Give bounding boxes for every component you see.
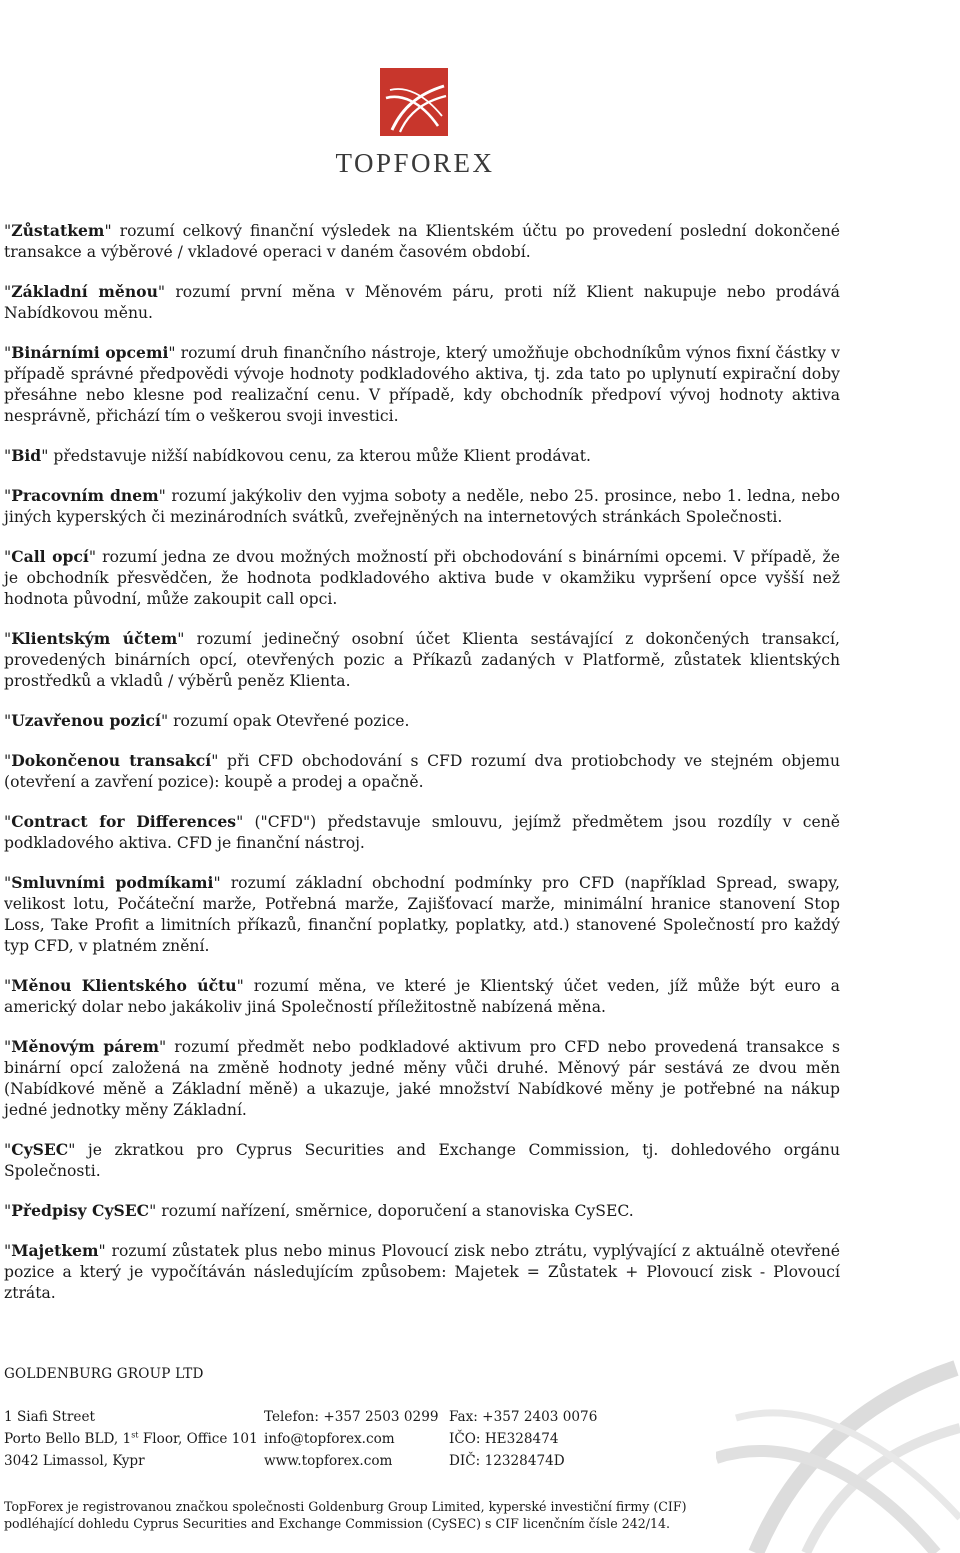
definition-item: "Klientským účtem" rozumí jedinečný osobní účet Klienta sestávající z dokončených transakcí, provedených binárních opcí, otevřených pozic a Příkazů zadaných v Platformě, zůstatek klientských prostředků a vkladů / výběrů peněz Klienta.	[4, 629, 840, 690]
definition-item: "CySEC" je zkratkou pro Cyprus Securities and Exchange Commission, tj. dohledového orgánu Společnosti.	[4, 1140, 840, 1180]
definition-term: Měnovým párem	[11, 1037, 159, 1056]
definition-term: Contract for Differences	[11, 812, 237, 831]
definition-text: rozumí první měna v Měnovém páru, proti níž Klient nakupuje nebo prodává Nabídkovou měnu.	[4, 283, 840, 322]
definition-term: Dokončenou transakcí	[11, 751, 212, 770]
definition-item: "Binárními opcemi" rozumí druh finančního nástroje, který umožňuje obchodníkům výnos fixní částky v případě správné předpovědi vývoje hodnoty podkladového aktiva, tj. zda tato po uplynutí expirační doby přesáhne nebo klesne pod realizační cenu. V případě, kdy obchodník předpoví vývoj hodnoty aktiva nesprávně, přichází tím o veškerou svoji investici.	[4, 343, 840, 425]
address-city: 3042 Limassol, Kypr	[4, 1453, 145, 1469]
footer-phone: Telefon: +357 2503 0299	[264, 1409, 439, 1425]
footer-website: www.topforex.com	[264, 1453, 393, 1469]
watermark-swoosh-icon	[716, 1338, 960, 1553]
definition-text: rozumí celkový finanční výsledek na Klientském účtu po provedení poslední dokončené transakce a výběrové / vkladové operaci v daném časovém období.	[4, 222, 840, 261]
definition-term: Zůstatkem	[11, 221, 105, 240]
definition-term: Bid	[11, 446, 42, 465]
definition-term: Základní měnou	[11, 282, 158, 301]
definition-text: je zkratkou pro Cyprus Securities and Exchange Commission, tj. dohledového orgánu Společnosti.	[4, 1141, 840, 1180]
definition-item: "Měnovým párem" rozumí předmět nebo podkladové aktivum pro CFD nebo provedená transakce s binární opcí založená na změně hodnoty jedné měny vůči druhé. Měnový pár sestává ze dvou měn (Nabídkové měně a Základní měně) a ukazuje, jaké množství Nabídkové měny je potřebné na nákup jedné jednotky měny Základní.	[4, 1037, 840, 1119]
footer-ids	[449, 1406, 597, 1472]
definition-item: "Contract for Differences" ("CFD") představuje smlouvu, jejímž předmětem jsou rozdíly v ceně podkladového aktiva. CFD je finanční nástroj.	[4, 812, 840, 852]
definition-item: "Pracovním dnem" rozumí jakýkoliv den vyjma soboty a neděle, nebo 25. prosince, nebo 1. ledna, nebo jiných kyperských či mezinárodních svátků, zveřejněných na internetových stránkách Společnosti.	[4, 486, 841, 526]
address-street: 1 Siafi Street	[4, 1409, 95, 1425]
definition-text: ("CFD") představuje smlouvu, jejímž předmětem jsou rozdíly v ceně podkladového aktiva. CFD je finanční nástroj.	[4, 813, 840, 852]
footer-dic: DIČ: 12328474D	[449, 1453, 565, 1469]
footer-contact	[264, 1406, 439, 1472]
definition-item: "Dokončenou transakcí" při CFD obchodování s CFD rozumí dva protiobchody ve stejném objemu (otevření a zavření pozice): koupě a prodej a opačně.	[4, 751, 840, 791]
definition-term: Pracovním dnem	[11, 486, 159, 505]
definition-term: CySEC	[11, 1140, 69, 1159]
definition-text: rozumí základní obchodní podmínky pro CFD (například Spread, swapy, velikost lotu, Počáteční marže, Potřebná marže, Zajišťovací marže, minimální hranice stanovení Stop Loss, Take Profit a limitních příkazů, finanční poplatky, poplatky, atd.) stanovené Společností pro každý typ CFD, v platném znění.	[4, 874, 840, 955]
definition-term: Klientským účtem	[11, 629, 178, 648]
footer-address	[4, 1406, 258, 1472]
definition-item: "Měnou Klientského účtu" rozumí měna, ve které je Klientský účet veden, jíž může být euro a americký dolar nebo jakákoliv jiná Společností příležitostně nabízená měna.	[4, 976, 840, 1016]
address-building: Porto Bello BLD, 1st Floor, Office 101	[4, 1430, 258, 1447]
company-name: GOLDENBURG GROUP LTD	[4, 1366, 204, 1382]
definition-text: rozumí nařízení, směrnice, doporučení a stanoviska CySEC.	[156, 1202, 634, 1220]
definition-text: rozumí opak Otevřené pozice.	[168, 712, 410, 730]
definition-term: Předpisy CySEC	[11, 1201, 150, 1220]
definition-text: rozumí zůstatek plus nebo minus Plovoucí zisk nebo ztrátu, vyplývající z aktuálně otevřené pozice a který je vypočítáván následujícím způsobem: Majetek = Zůstatek + Plovoucí zisk - Plovoucí ztráta.	[4, 1242, 840, 1302]
definition-term: Měnou Klientského účtu	[11, 976, 237, 995]
definition-text: rozumí měna, ve které je Klientský účet veden, jíž může být euro a americký dolar nebo jakákoliv jiná Společností příležitostně nabízená měna.	[4, 977, 840, 1016]
definition-item: "Uzavřenou pozicí" rozumí opak Otevřené pozice.	[4, 711, 410, 730]
definition-item: "Majetkem" rozumí zůstatek plus nebo minus Plovoucí zisk nebo ztrátu, vyplývající z aktuálně otevřené pozice a který je vypočítáván následujícím způsobem: Majetek = Zůstatek + Plovoucí zisk - Plovoucí ztráta.	[4, 1241, 840, 1302]
definition-item: "Základní měnou" rozumí první měna v Měnovém páru, proti níž Klient nakupuje nebo prodává Nabídkovou měnu.	[4, 282, 840, 322]
definition-term: Smluvními podmíkami	[11, 873, 214, 892]
definition-text: při CFD obchodování s CFD rozumí dva protiobchody ve stejném objemu (otevření a zavření pozice): koupě a prodej a opačně.	[4, 752, 840, 791]
definition-item: "Zůstatkem" rozumí celkový finanční výsledek na Klientském účtu po provedení poslední dokončené transakce a výběrové / vkladové operaci v daném časovém období.	[4, 221, 840, 261]
definitions-list	[4, 220, 840, 1322]
definition-item: "Call opcí" rozumí jedna ze dvou možných možností při obchodování s binárními opcemi. V případě, že je obchodník přesvědčen, že hodnota podkladového aktiva bude v okamžiku vypršení opce vyšší než hodnota původní, může zakoupit call opci.	[4, 547, 840, 608]
definition-text: rozumí druh finančního nástroje, který umožňuje obchodníkům výnos fixní částky v případě správné předpovědi vývoje hodnoty podkladového aktiva, tj. zda tato po uplynutí expirační doby přesáhne nebo klesne pod realizační cenu. V případě, kdy obchodník předpoví vývoj hodnoty aktiva nesprávně, přichází tím o veškerou svoji investici.	[4, 344, 840, 425]
registration-note: TopForex je registrovanou značkou společnosti Goldenburg Group Limited, kyperské investiční firmy (CIF) podléhající dohledu Cyprus Securities and Exchange Commission (CySEC) s CIF licenčním čísle 242/14.	[4, 1499, 687, 1531]
definition-term: Majetkem	[11, 1241, 99, 1260]
definition-text: představuje nižší nabídkovou cenu, za kterou může Klient prodávat.	[48, 447, 591, 465]
definition-item: "Předpisy CySEC" rozumí nařízení, směrnice, doporučení a stanoviska CySEC.	[4, 1201, 634, 1220]
footer-fax: Fax: +357 2403 0076	[449, 1409, 598, 1425]
definition-text: rozumí jedinečný osobní účet Klienta sestávající z dokončených transakcí, provedených binárních opcí, otevřených pozic a Příkazů zadaných v Platformě, zůstatek klientských prostředků a vkladů / výběrů peněz Klienta.	[4, 630, 840, 690]
definition-text: rozumí předmět nebo podkladové aktivum pro CFD nebo provedená transakce s binární opcí založená na změně hodnoty jedné měny vůči druhé. Měnový pár sestává ze dvou měn (Nabídkové měně a Základní měně) a ukazuje, jaké množství Nabídkové měny je potřebné na nákup jedné jednotky měny Základní.	[4, 1038, 840, 1119]
definition-term: Call opcí	[11, 547, 89, 566]
definition-text: rozumí jedna ze dvou možných možností při obchodování s binárními opcemi. V případě, že je obchodník přesvědčen, že hodnota podkladového aktiva bude v okamžiku vypršení opce vyšší než hodnota původní, může zakoupit call opci.	[4, 548, 840, 608]
definition-term: Uzavřenou pozicí	[11, 711, 161, 730]
topforex-logo	[320, 68, 510, 180]
logo-emblem	[380, 68, 448, 136]
logo-wordmark: TOPFOREX	[335, 148, 495, 178]
footer-email: info@topforex.com	[264, 1431, 395, 1447]
definition-item: "Smluvními podmíkami" rozumí základní obchodní podmínky pro CFD (například Spread, swapy, velikost lotu, Počáteční marže, Potřebná marže, Zajišťovací marže, minimální hranice stanovení Stop Loss, Take Profit a limitních příkazů, finanční poplatky, poplatky, atd.) stanovené Společností pro každý typ CFD, v platném znění.	[4, 873, 840, 955]
footer-ico: IČO: HE328474	[449, 1431, 559, 1447]
logo-swoosh-icon	[380, 68, 448, 136]
definition-text: rozumí jakýkoliv den vyjma soboty a neděle, nebo 25. prosince, nebo 1. ledna, nebo jiných kyperských či mezinárodních svátků, zveřejněných na internetových stránkách Společnosti.	[4, 487, 841, 526]
definition-term: Binárními opcemi	[11, 343, 169, 362]
definition-item: "Bid" představuje nižší nabídkovou cenu, za kterou může Klient prodávat.	[4, 446, 591, 465]
